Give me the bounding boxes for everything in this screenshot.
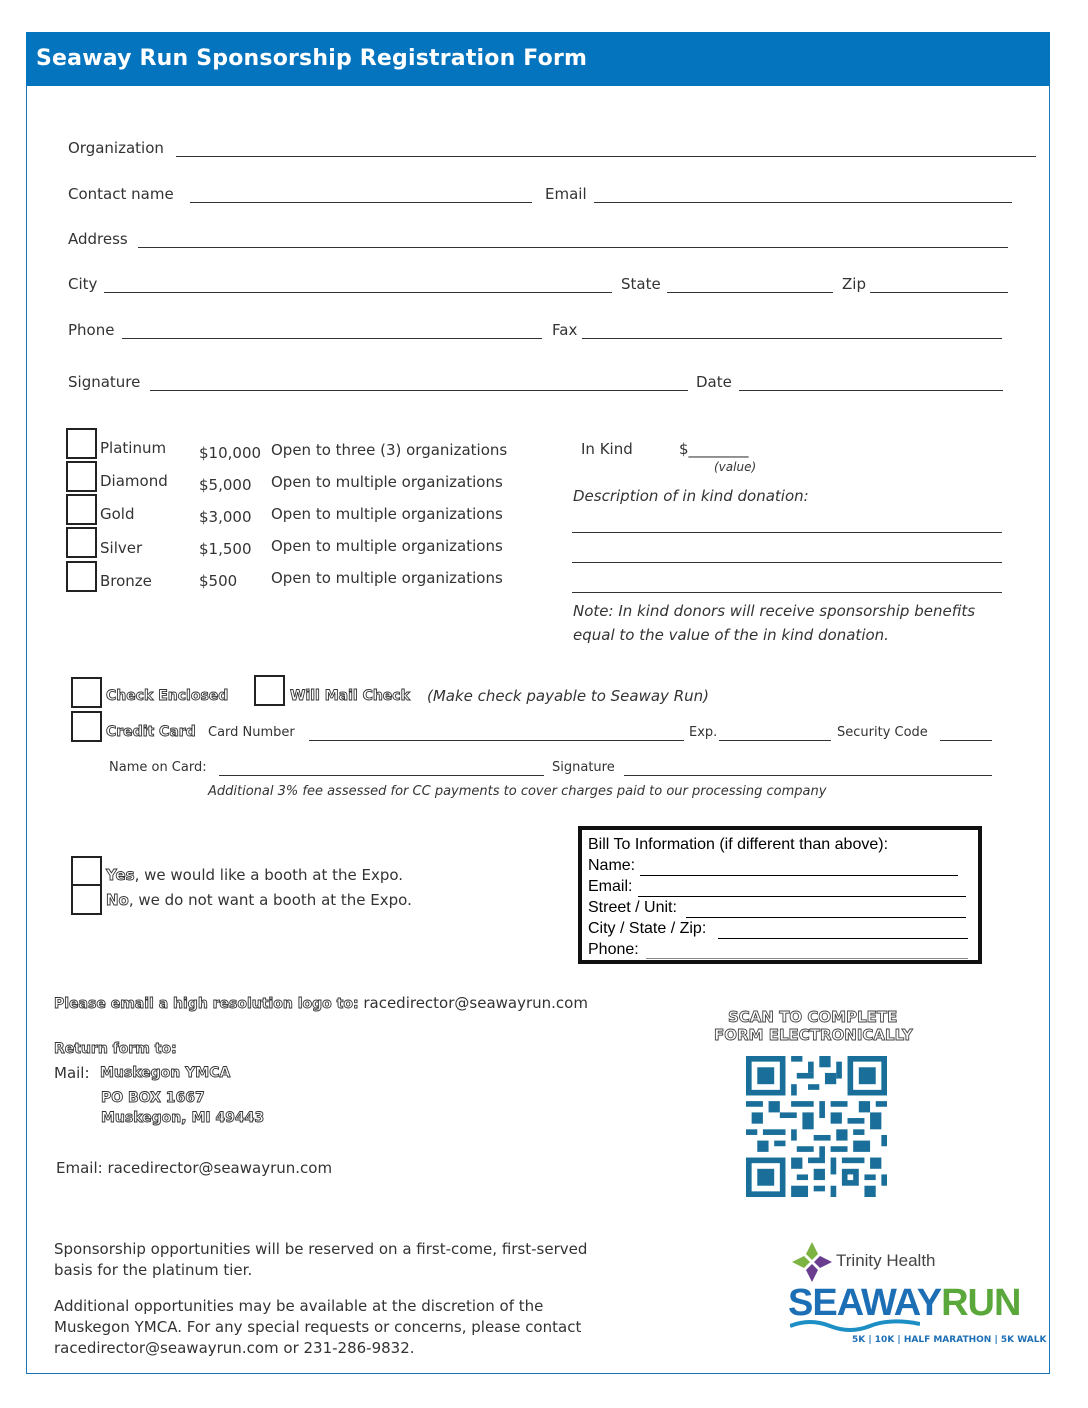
organization-field[interactable]: [176, 156, 1036, 157]
fax-field[interactable]: [582, 338, 1002, 339]
bill-to-city-field[interactable]: [718, 938, 968, 939]
run-word: RUN: [941, 1282, 1021, 1324]
contact-name-label: Contact name: [68, 185, 174, 203]
credit-card-label: Credit Card: [106, 724, 196, 740]
in-kind-label: In Kind: [581, 440, 633, 458]
exp-field[interactable]: [719, 740, 831, 741]
city-field[interactable]: [104, 292, 612, 293]
tier-price: $3,000: [199, 508, 252, 526]
booth-no-text: , we do not want a booth at the Expo.: [128, 891, 412, 909]
zip-field[interactable]: [870, 292, 1008, 293]
booth-yes-checkbox[interactable]: [71, 856, 102, 887]
address-label: Address: [68, 230, 128, 248]
date-field[interactable]: [739, 390, 1003, 391]
name-on-card-label: Name on Card:: [109, 760, 207, 775]
payable-note: (Make check payable to Seaway Run): [427, 687, 709, 705]
mail-label: Mail:: [54, 1064, 90, 1082]
signature-label: Signature: [68, 373, 141, 391]
email-label: Email: [545, 185, 587, 203]
bill-to-email-label: Email:: [588, 878, 633, 895]
organization-label: Organization: [68, 139, 164, 157]
in-kind-description-label: Description of in kind donation:: [573, 487, 809, 505]
footer-p1-line1: Sponsorship opportunities will be reserved on a first-come, first-served: [54, 1240, 588, 1258]
logo-request-email: racedirector@seawayrun.com: [363, 994, 588, 1012]
card-number-label: Card Number: [208, 725, 295, 740]
check-enclosed-checkbox[interactable]: [71, 677, 102, 708]
cc-fee-note: Additional 3% fee assessed for CC payments to cover charges paid to our processing company: [208, 784, 827, 799]
in-kind-description-line[interactable]: [572, 562, 1002, 563]
bill-to-phone-field[interactable]: [646, 958, 968, 959]
state-field[interactable]: [667, 292, 833, 293]
tier-description: Open to multiple organizations: [271, 505, 503, 523]
in-kind-note: Note: In kind donors will receive sponsorship benefits: [573, 602, 976, 620]
phone-label: Phone: [68, 321, 115, 339]
in-kind-note-2: equal to the value of the in kind donation.: [573, 626, 889, 644]
mail-line-1: Muskegon YMCA: [100, 1065, 231, 1081]
city-label: City: [68, 275, 98, 293]
date-label: Date: [696, 373, 732, 391]
bill-to-name-field[interactable]: [640, 875, 958, 876]
booth-no-checkbox[interactable]: [71, 884, 102, 915]
tier-description: Open to three (3) organizations: [271, 441, 508, 459]
seaway-wave-icon: [790, 1318, 920, 1334]
fax-label: Fax: [552, 321, 578, 339]
mail-line-2: PO BOX 1667: [101, 1090, 205, 1106]
tier-price: $10,000: [199, 444, 262, 462]
cc-signature-field[interactable]: [624, 775, 992, 776]
trinity-health-logo-icon: [790, 1240, 834, 1284]
booth-no-label: [106, 891, 412, 909]
logo-request: [54, 994, 588, 1012]
footer-p2-line1: Additional opportunities may be available at the discretion of the: [54, 1297, 544, 1315]
email-field[interactable]: [594, 202, 1012, 203]
bill-to-name-label: Name:: [588, 857, 636, 874]
return-form-title: Return form to:: [54, 1041, 177, 1057]
mail-line-3: Muskegon, MI 49443: [101, 1110, 265, 1126]
qr-caption-1: SCAN TO COMPLETE: [728, 1008, 898, 1026]
tier-checkbox-diamond[interactable]: [66, 461, 97, 492]
tier-description: Open to multiple organizations: [271, 473, 503, 491]
return-email: Email: racedirector@seawayrun.com: [56, 1159, 333, 1177]
tier-name: Silver: [100, 539, 143, 557]
bill-to-street-field[interactable]: [686, 917, 966, 918]
bill-to-phone-label: Phone:: [588, 941, 639, 958]
in-kind-value-hint: (value): [714, 460, 757, 474]
tier-price: $1,500: [199, 540, 252, 558]
in-kind-value-field[interactable]: $________: [679, 440, 749, 458]
tier-description: Open to multiple organizations: [271, 569, 503, 587]
tier-checkbox-platinum[interactable]: [66, 428, 97, 459]
bill-to-email-field[interactable]: [638, 896, 966, 897]
footer-p2-line2: Muskegon YMCA. For any special requests or concerns, please contact: [54, 1318, 582, 1336]
booth-yes-label: [106, 866, 403, 884]
will-mail-check-label: Will Mail Check: [290, 688, 410, 704]
booth-yes-text: , we would like a booth at the Expo.: [134, 866, 404, 884]
security-code-label: Security Code: [837, 725, 928, 740]
cc-signature-label: Signature: [552, 760, 615, 775]
page-title: Seaway Run Sponsorship Registration Form: [36, 46, 588, 71]
tier-price: $500: [199, 572, 238, 590]
qr-code-icon[interactable]: [746, 1056, 887, 1197]
contact-name-field[interactable]: [190, 202, 532, 203]
footer-p1-line2: basis for the platinum tier.: [54, 1261, 253, 1279]
credit-card-checkbox[interactable]: [71, 711, 102, 742]
tier-checkbox-gold[interactable]: [66, 494, 97, 525]
phone-field[interactable]: [122, 338, 542, 339]
booth-no-bold: No: [106, 891, 129, 909]
name-on-card-field[interactable]: [219, 775, 544, 776]
trinity-health-name: Trinity Health: [836, 1251, 936, 1270]
bill-to-street-label: Street / Unit:: [588, 899, 677, 916]
qr-caption-2: FORM ELECTRONICALLY: [714, 1026, 913, 1044]
in-kind-description-line[interactable]: [572, 532, 1002, 533]
tier-description: Open to multiple organizations: [271, 537, 503, 555]
booth-yes-bold: Yes: [106, 866, 135, 884]
tier-checkbox-silver[interactable]: [66, 527, 97, 558]
card-number-field[interactable]: [309, 740, 684, 741]
security-code-field[interactable]: [940, 740, 992, 741]
exp-label: Exp.: [689, 725, 718, 740]
seaway-tagline: 5K | 10K | HALF MARATHON | 5K WALK: [852, 1335, 1047, 1345]
check-enclosed-label: Check Enclosed: [106, 688, 229, 704]
state-label: State: [621, 275, 661, 293]
in-kind-description-line[interactable]: [572, 592, 1002, 593]
tier-checkbox-bronze[interactable]: [66, 561, 97, 592]
tier-name: Platinum: [100, 439, 167, 457]
bill-to-box: [578, 826, 982, 964]
address-field[interactable]: [138, 247, 1008, 248]
will-mail-check-checkbox[interactable]: [254, 675, 285, 706]
zip-label: Zip: [842, 275, 866, 293]
tier-name: Gold: [100, 505, 135, 523]
bill-to-city-label: City / State / Zip:: [588, 920, 707, 937]
tier-name: Bronze: [100, 572, 152, 590]
logo-request-bold: Please email a high resolution logo to:: [54, 996, 359, 1012]
bill-to-title: Bill To Information (if different than above):: [588, 836, 889, 853]
tier-price: $5,000: [199, 476, 252, 494]
tier-name: Diamond: [100, 472, 168, 490]
footer-p2-line3: racedirector@seawayrun.com or 231-286-9832.: [54, 1339, 415, 1357]
header-bar: [26, 32, 1050, 86]
seaway-word: SEAWAY: [788, 1282, 942, 1324]
signature-field[interactable]: [150, 390, 688, 391]
